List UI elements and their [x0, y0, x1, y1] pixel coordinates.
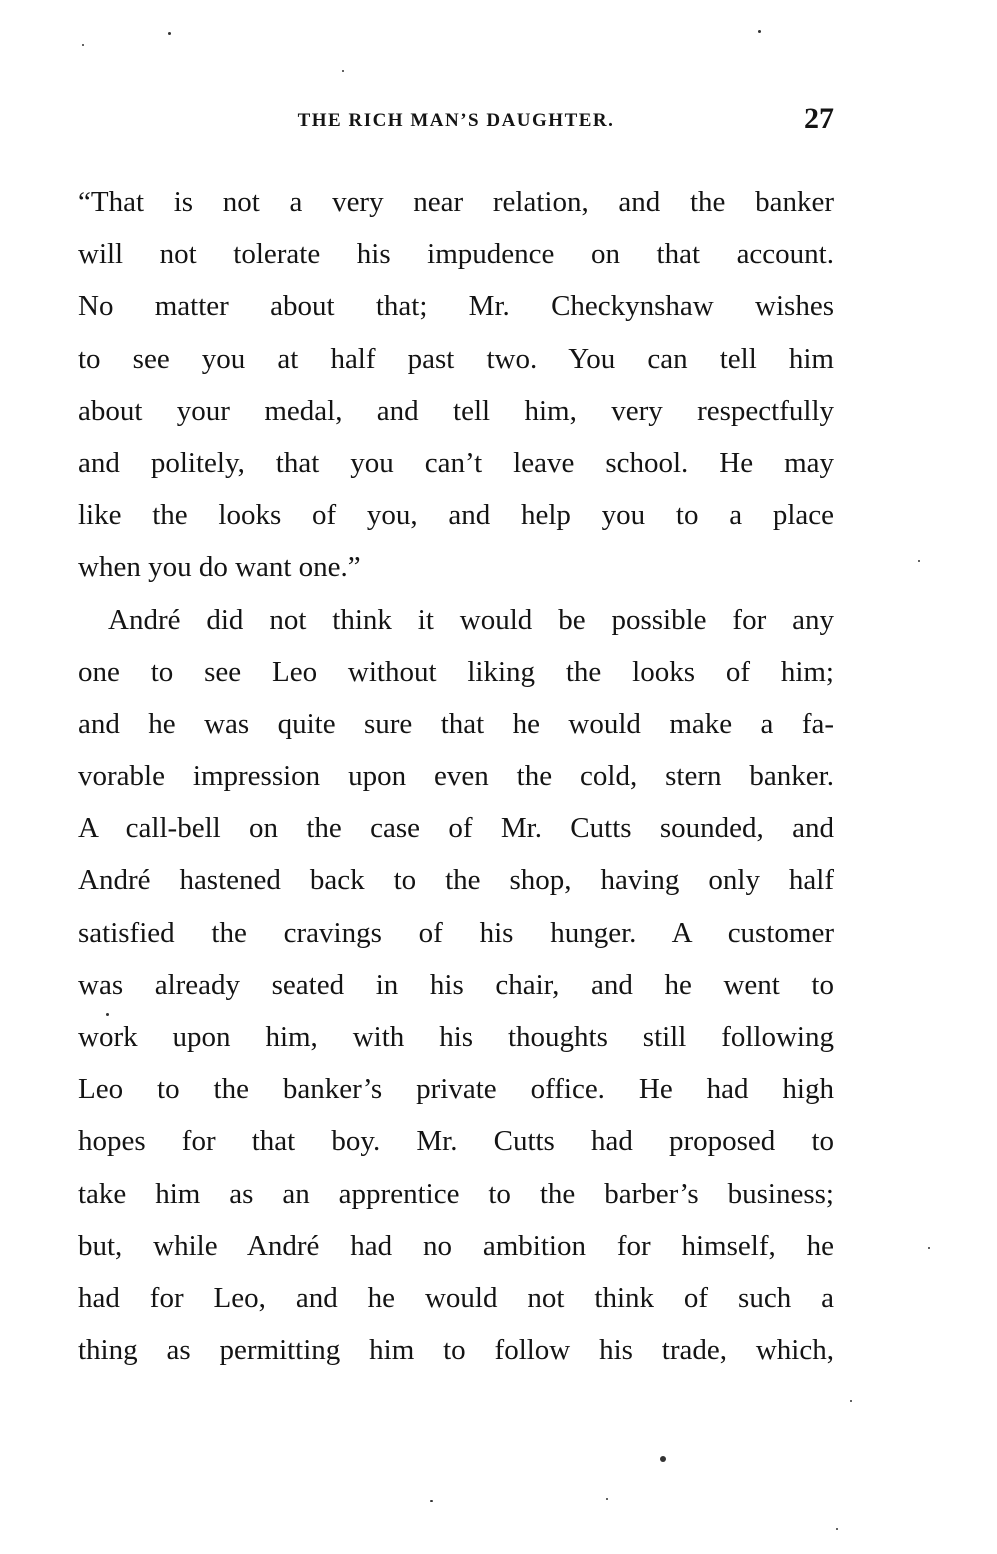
text-line: but, while André had no ambition for himself, he: [78, 1229, 834, 1262]
running-title: THE RICH MAN’S DAUGHTER.: [297, 110, 615, 131]
text-line: “That is not a very near relation, and the banker: [78, 186, 834, 218]
page-number: 27: [804, 102, 834, 135]
text-line: André did not think it would be possible for any: [108, 603, 834, 636]
text-line: A call-bell on the case of Mr. Cutts sounded, and: [78, 812, 834, 845]
text-line: about your medal, and tell him, very respectfully: [78, 394, 834, 427]
text-line: and politely, that you can’t leave school. He may: [78, 446, 834, 479]
text-line: was already seated in his chair, and he went to: [78, 968, 834, 1001]
text-line: take him as an apprentice to the barber’s business;: [78, 1177, 834, 1210]
scan-speck: [836, 1528, 838, 1530]
text-line: like the looks of you, and help you to a place: [78, 499, 834, 532]
text-line: work upon him, with his thoughts still following: [78, 1021, 834, 1053]
scan-speck: [106, 1013, 109, 1016]
scan-speck: [918, 560, 920, 562]
text-line: one to see Leo without liking the looks of him;: [78, 655, 834, 688]
text-line: and he was quite sure that he would make a fa-: [78, 707, 834, 740]
text-line: vorable impression upon even the cold, stern banker.: [78, 760, 834, 793]
text-line: satisfied the cravings of his hunger. A customer: [78, 916, 834, 949]
page-header: [78, 102, 834, 142]
scan-speck: [82, 44, 84, 46]
text-line: Leo to the banker’s private office. He had high: [78, 1073, 834, 1106]
scan-speck: [168, 32, 171, 35]
scan-speck: [758, 30, 761, 33]
scan-speck: [342, 70, 344, 72]
scan-speck: [606, 1498, 608, 1500]
text-line: No matter about that; Mr. Checkynshaw wishes: [78, 290, 834, 323]
text-line: when you do want one.”: [78, 551, 361, 584]
scan-speck: [430, 1500, 433, 1502]
text-line: will not tolerate his impudence on that account.: [78, 238, 834, 271]
text-line: to see you at half past two. You can tell him: [78, 342, 834, 375]
text-line: thing as permitting him to follow his trade, which,: [78, 1334, 834, 1367]
scan-speck: [928, 1247, 930, 1249]
text-line: hopes for that boy. Mr. Cutts had proposed to: [78, 1125, 834, 1158]
text-line: André hastened back to the shop, having only half: [78, 864, 834, 897]
scan-speck: [660, 1456, 666, 1462]
scan-speck: [850, 1400, 852, 1402]
body-text: [78, 176, 834, 1376]
text-line: had for Leo, and he would not think of such a: [78, 1281, 834, 1314]
